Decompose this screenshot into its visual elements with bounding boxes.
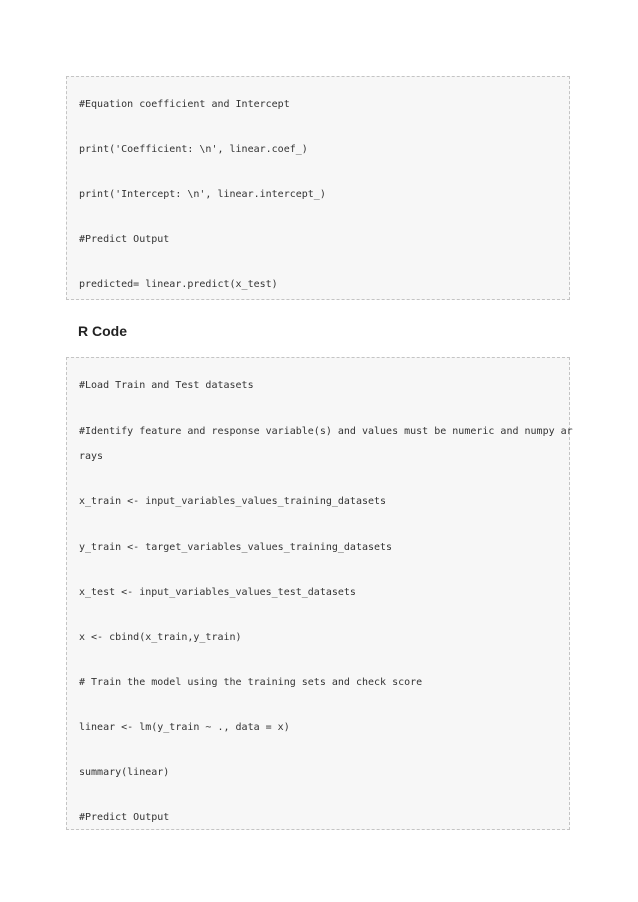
r-code-block: [66, 357, 573, 830]
code-line: linear <- lm(y_train ~ ., data = x): [79, 722, 290, 733]
code-line: print('Intercept: \n', linear.intercept_): [79, 189, 326, 200]
python-code-block: [66, 76, 570, 300]
code-line: print('Coefficient: \n', linear.coef_): [79, 144, 308, 155]
code-line: # Train the model using the training sets and check score: [79, 677, 423, 688]
code-line: #Predict Output: [79, 812, 170, 823]
code-line: #Identify feature and response variable(s) and values must be numeric and numpy ar: [79, 426, 573, 437]
code-line: y_train <- target_variables_values_training_datasets: [79, 542, 393, 553]
code-line: predicted= linear.predict(x_test): [79, 279, 278, 290]
code-line: x_train <- input_variables_values_training_datasets: [79, 496, 387, 507]
code-line: rays: [79, 451, 104, 462]
code-line: x_test <- input_variables_values_test_datasets: [79, 587, 356, 598]
code-line: #Load Train and Test datasets: [79, 380, 254, 391]
section-heading-r-code: R Code: [78, 323, 127, 339]
code-line: #Predict Output: [79, 234, 170, 245]
code-line: summary(linear): [79, 767, 170, 778]
code-line: x <- cbind(x_train,y_train): [79, 632, 242, 643]
code-line: #Equation coefficient and Intercept: [79, 99, 290, 110]
